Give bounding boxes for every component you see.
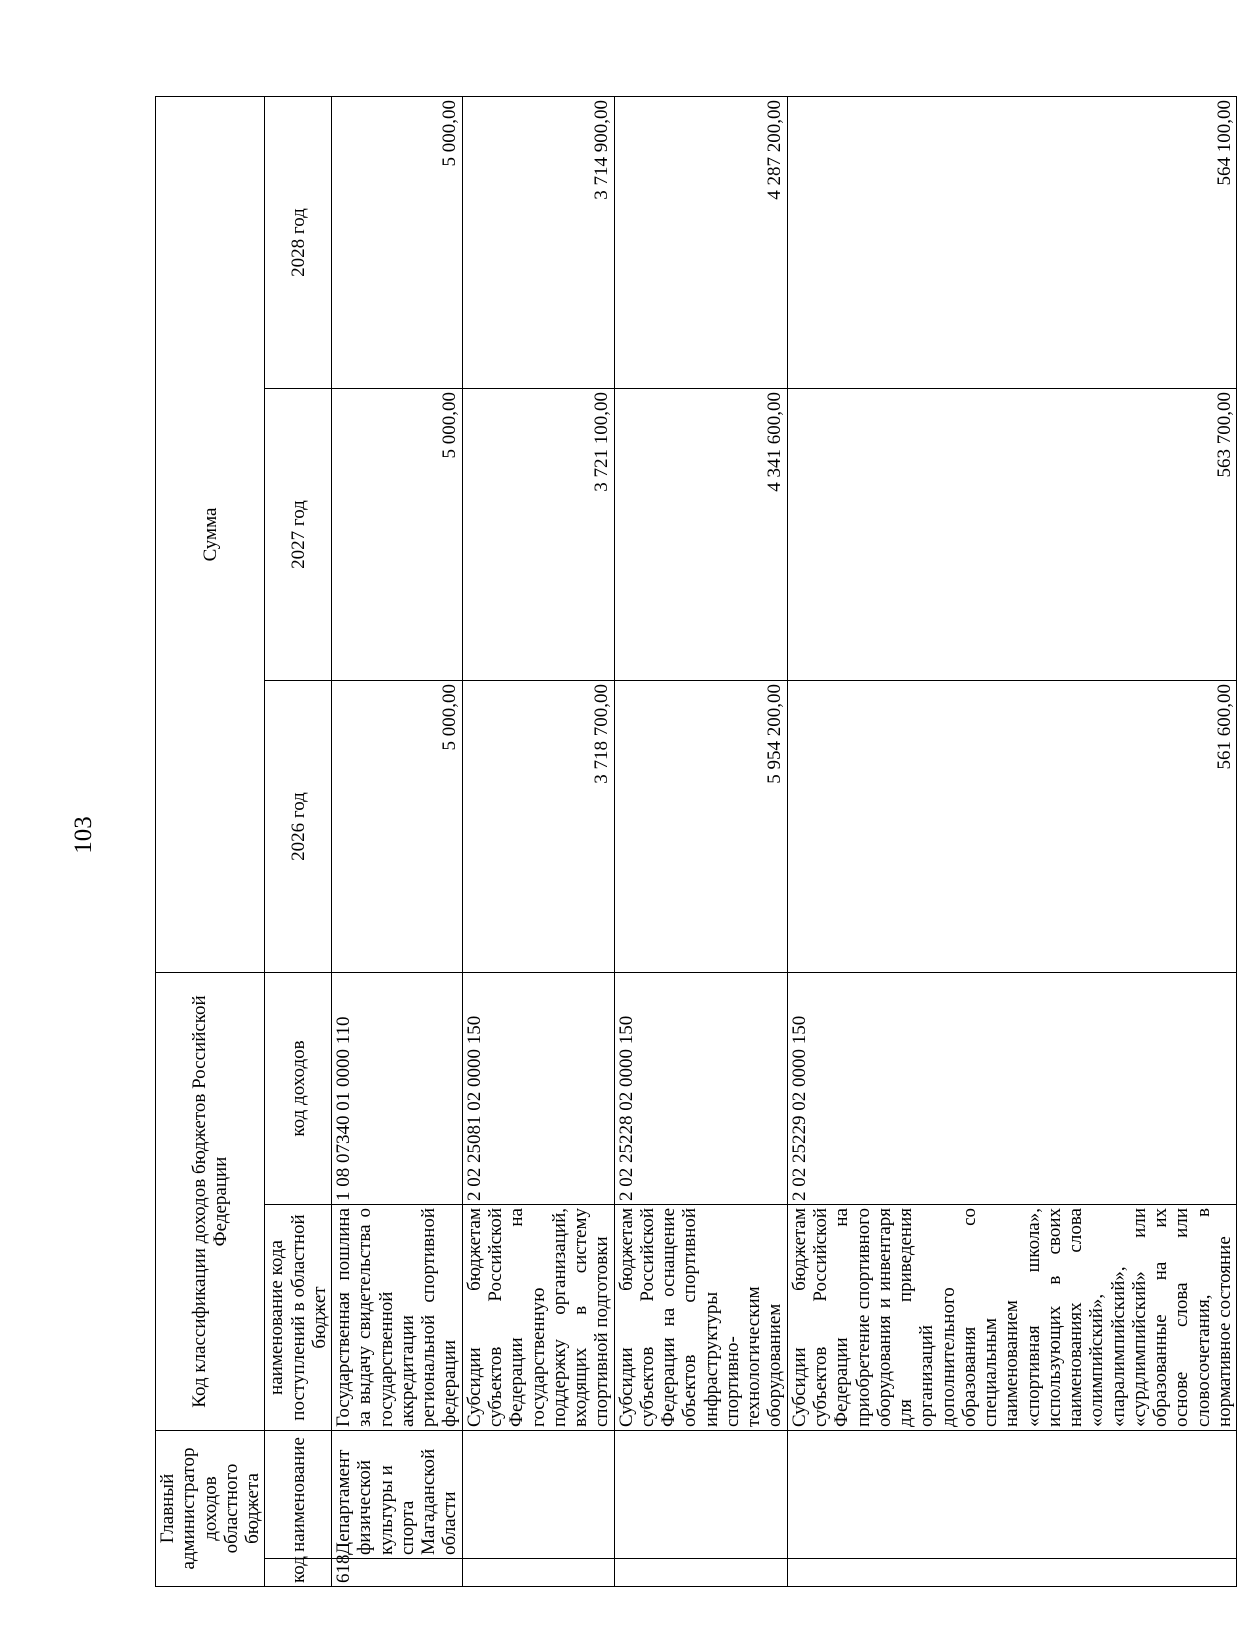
header-admin-group: Главный администратор доходов областного бюджета xyxy=(156,1431,265,1587)
header-name: наименование xyxy=(265,1431,332,1559)
rotated-table-container xyxy=(155,97,1236,1587)
admin-name-cell: Департамент физической культуры и спорта Магаданской области xyxy=(332,1431,463,1559)
table-row xyxy=(332,96,463,1586)
page-number: 103 xyxy=(70,816,97,854)
sum-2026-cell: 3 718 700,00 xyxy=(462,681,614,973)
sum-2026-cell: 5 954 200,00 xyxy=(614,681,787,973)
header-code: код xyxy=(265,1559,332,1587)
header-year-2026: 2026 год xyxy=(265,681,332,973)
revenue-name-cell: Субсидии бюджетам субъектов Российской Федерации на приобретение спортивного оборудования и инвентаря для приведения организаций дополнительного образования со специальным наименованием «спортивная школа», использующих в своих наименованиях слова «олимпийский», «паралимпийский», «сурдлимпийский» или образованные на их основе слова или словосочетания, в нормативное состояние xyxy=(787,1205,1237,1431)
admin-code-cell xyxy=(614,1559,787,1587)
header-revenue-code: код доходов xyxy=(265,973,332,1205)
revenue-name-cell: Субсидии бюджетам субъектов Российской Федерации на оснащение объектов спортивной инфраструктуры спортивно-технологическим оборудованием xyxy=(614,1205,787,1431)
revenue-name-cell: Субсидии бюджетам субъектов Российской Федерации на государственную поддержку организаций, входящих в систему спортивной подготовки xyxy=(462,1205,614,1431)
sum-2026-cell: 561 600,00 xyxy=(787,681,1237,973)
admin-code-cell xyxy=(462,1559,614,1587)
sum-2028-cell: 5 000,00 xyxy=(332,96,463,388)
header-year-2027: 2027 год xyxy=(265,389,332,681)
header-revenue-name: наименование кода поступлений в областной бюджет xyxy=(265,1205,332,1431)
sum-2028-cell: 564 100,00 xyxy=(787,96,1237,388)
sum-2028-cell: 3 714 900,00 xyxy=(462,96,614,388)
revenue-code-cell: 2 02 25229 02 0000 150 xyxy=(787,973,1237,1205)
sum-2027-cell: 563 700,00 xyxy=(787,389,1237,681)
revenue-code-cell: 2 02 25228 02 0000 150 xyxy=(614,973,787,1205)
revenue-code-cell: 2 02 25081 02 0000 150 xyxy=(462,973,614,1205)
header-classification-group: Код классификации доходов бюджетов Российской Федерации xyxy=(156,973,265,1431)
admin-name-cell xyxy=(614,1431,787,1559)
header-sum-group: Сумма xyxy=(156,96,265,972)
table-row xyxy=(787,96,1237,1586)
sum-2027-cell: 4 341 600,00 xyxy=(614,389,787,681)
sum-2027-cell: 3 721 100,00 xyxy=(462,389,614,681)
admin-name-cell xyxy=(462,1431,614,1559)
sum-2027-cell: 5 000,00 xyxy=(332,389,463,681)
admin-name-cell xyxy=(787,1431,1237,1559)
admin-code-cell: 618 xyxy=(332,1559,463,1587)
sum-2028-cell: 4 287 200,00 xyxy=(614,96,787,388)
admin-code-cell xyxy=(787,1559,1237,1587)
table-row xyxy=(462,96,614,1586)
sum-2026-cell: 5 000,00 xyxy=(332,681,463,973)
revenue-table xyxy=(155,96,1237,1587)
header-year-2028: 2028 год xyxy=(265,96,332,388)
revenue-name-cell: Государственная пошлина за выдачу свидетельства о государственной аккредитации региональной спортивной федерации xyxy=(332,1205,463,1431)
revenue-code-cell: 1 08 07340 01 0000 110 xyxy=(332,973,463,1205)
table-row xyxy=(614,96,787,1586)
